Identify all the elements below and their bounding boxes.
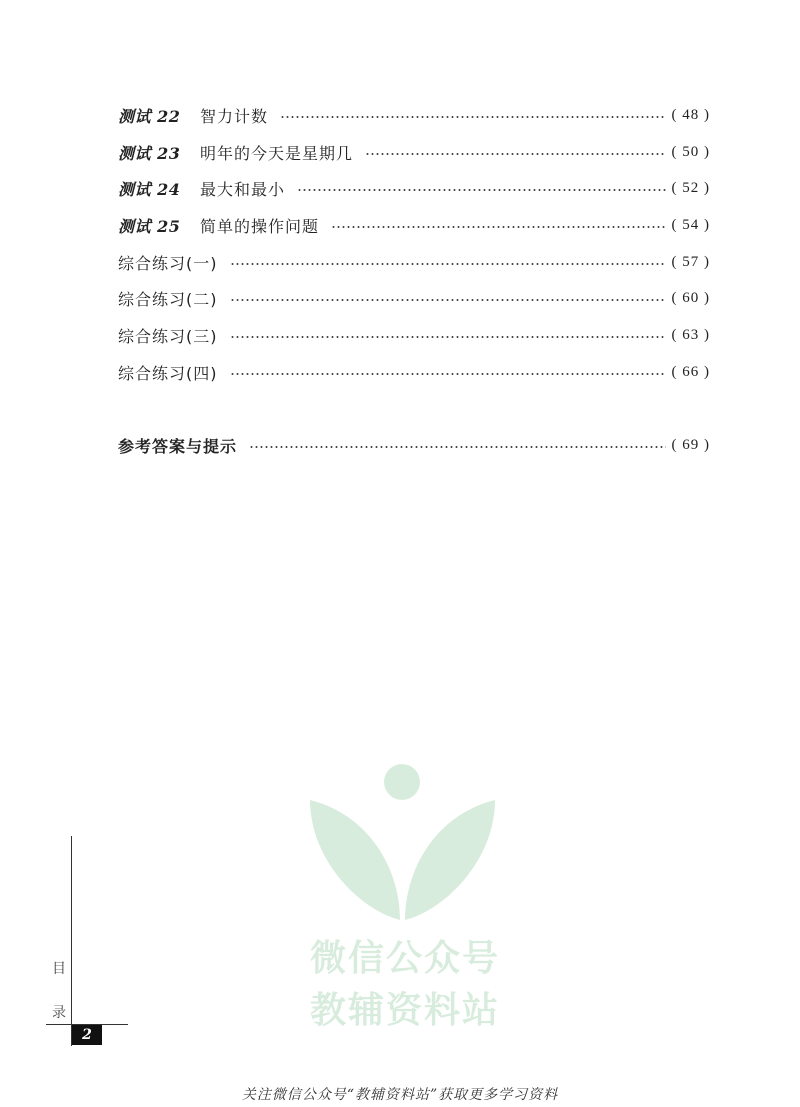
page-number-badge: 2	[72, 1025, 102, 1045]
page-number: ( 52 )	[671, 179, 710, 196]
toc-entry-test-22[interactable]	[118, 102, 710, 128]
entry-title: 综合练习(三)	[118, 326, 218, 346]
watermark-line-1: 微信公众号	[309, 938, 500, 979]
test-number: 测试 24	[118, 179, 181, 199]
dot-leader	[230, 373, 666, 375]
toc-entry-review-1[interactable]	[118, 249, 710, 275]
entry-title: 综合练习(一)	[118, 253, 218, 273]
side-tab-char-1: 目	[52, 961, 66, 977]
footer-note: 关注微信公众号“教辅资料站”获取更多学习资料	[241, 1087, 559, 1103]
page-number: ( 69 )	[671, 436, 710, 453]
page-number: ( 48 )	[671, 106, 710, 123]
toc-entry-test-23[interactable]	[118, 139, 710, 165]
entry-title: 综合练习(四)	[118, 363, 218, 383]
entry-title: 智力计数	[200, 106, 269, 126]
side-divider	[71, 836, 72, 1046]
page-number: ( 50 )	[671, 143, 710, 160]
page-number: ( 63 )	[671, 326, 710, 343]
entry-title: 综合练习(二)	[118, 289, 218, 309]
toc-entry-review-3[interactable]	[118, 322, 710, 348]
page-number: ( 60 )	[671, 289, 710, 306]
page-number: ( 57 )	[671, 253, 710, 270]
toc-entry-answers[interactable]	[118, 432, 710, 458]
side-tab-char-2: 录	[52, 1005, 66, 1021]
watermark-line-2: 教辅资料站	[309, 990, 500, 1031]
page-number: ( 66 )	[671, 363, 710, 380]
dot-leader	[230, 299, 666, 301]
toc-entry-test-25[interactable]	[118, 212, 710, 238]
dot-leader	[280, 116, 665, 118]
entry-title: 最大和最小	[200, 179, 286, 199]
toc-entry-review-4[interactable]	[118, 359, 710, 385]
toc-entry-review-2[interactable]	[118, 285, 710, 311]
dot-leader	[365, 153, 665, 155]
dot-leader	[230, 263, 666, 265]
dot-leader	[297, 189, 665, 191]
entry-title: 参考答案与提示	[118, 436, 238, 456]
dot-leader	[249, 446, 665, 448]
dot-leader	[230, 336, 666, 338]
toc-entry-test-24[interactable]	[118, 175, 710, 201]
page-number: ( 54 )	[671, 216, 710, 233]
watermark	[290, 760, 520, 1040]
dot-leader	[331, 226, 665, 228]
test-number: 测试 25	[118, 216, 181, 236]
test-number: 测试 22	[118, 106, 181, 126]
entry-title: 简单的操作问题	[200, 216, 320, 236]
sprout-logo-icon	[290, 760, 520, 930]
test-number: 测试 23	[118, 143, 181, 163]
entry-title: 明年的今天是星期几	[200, 143, 354, 163]
